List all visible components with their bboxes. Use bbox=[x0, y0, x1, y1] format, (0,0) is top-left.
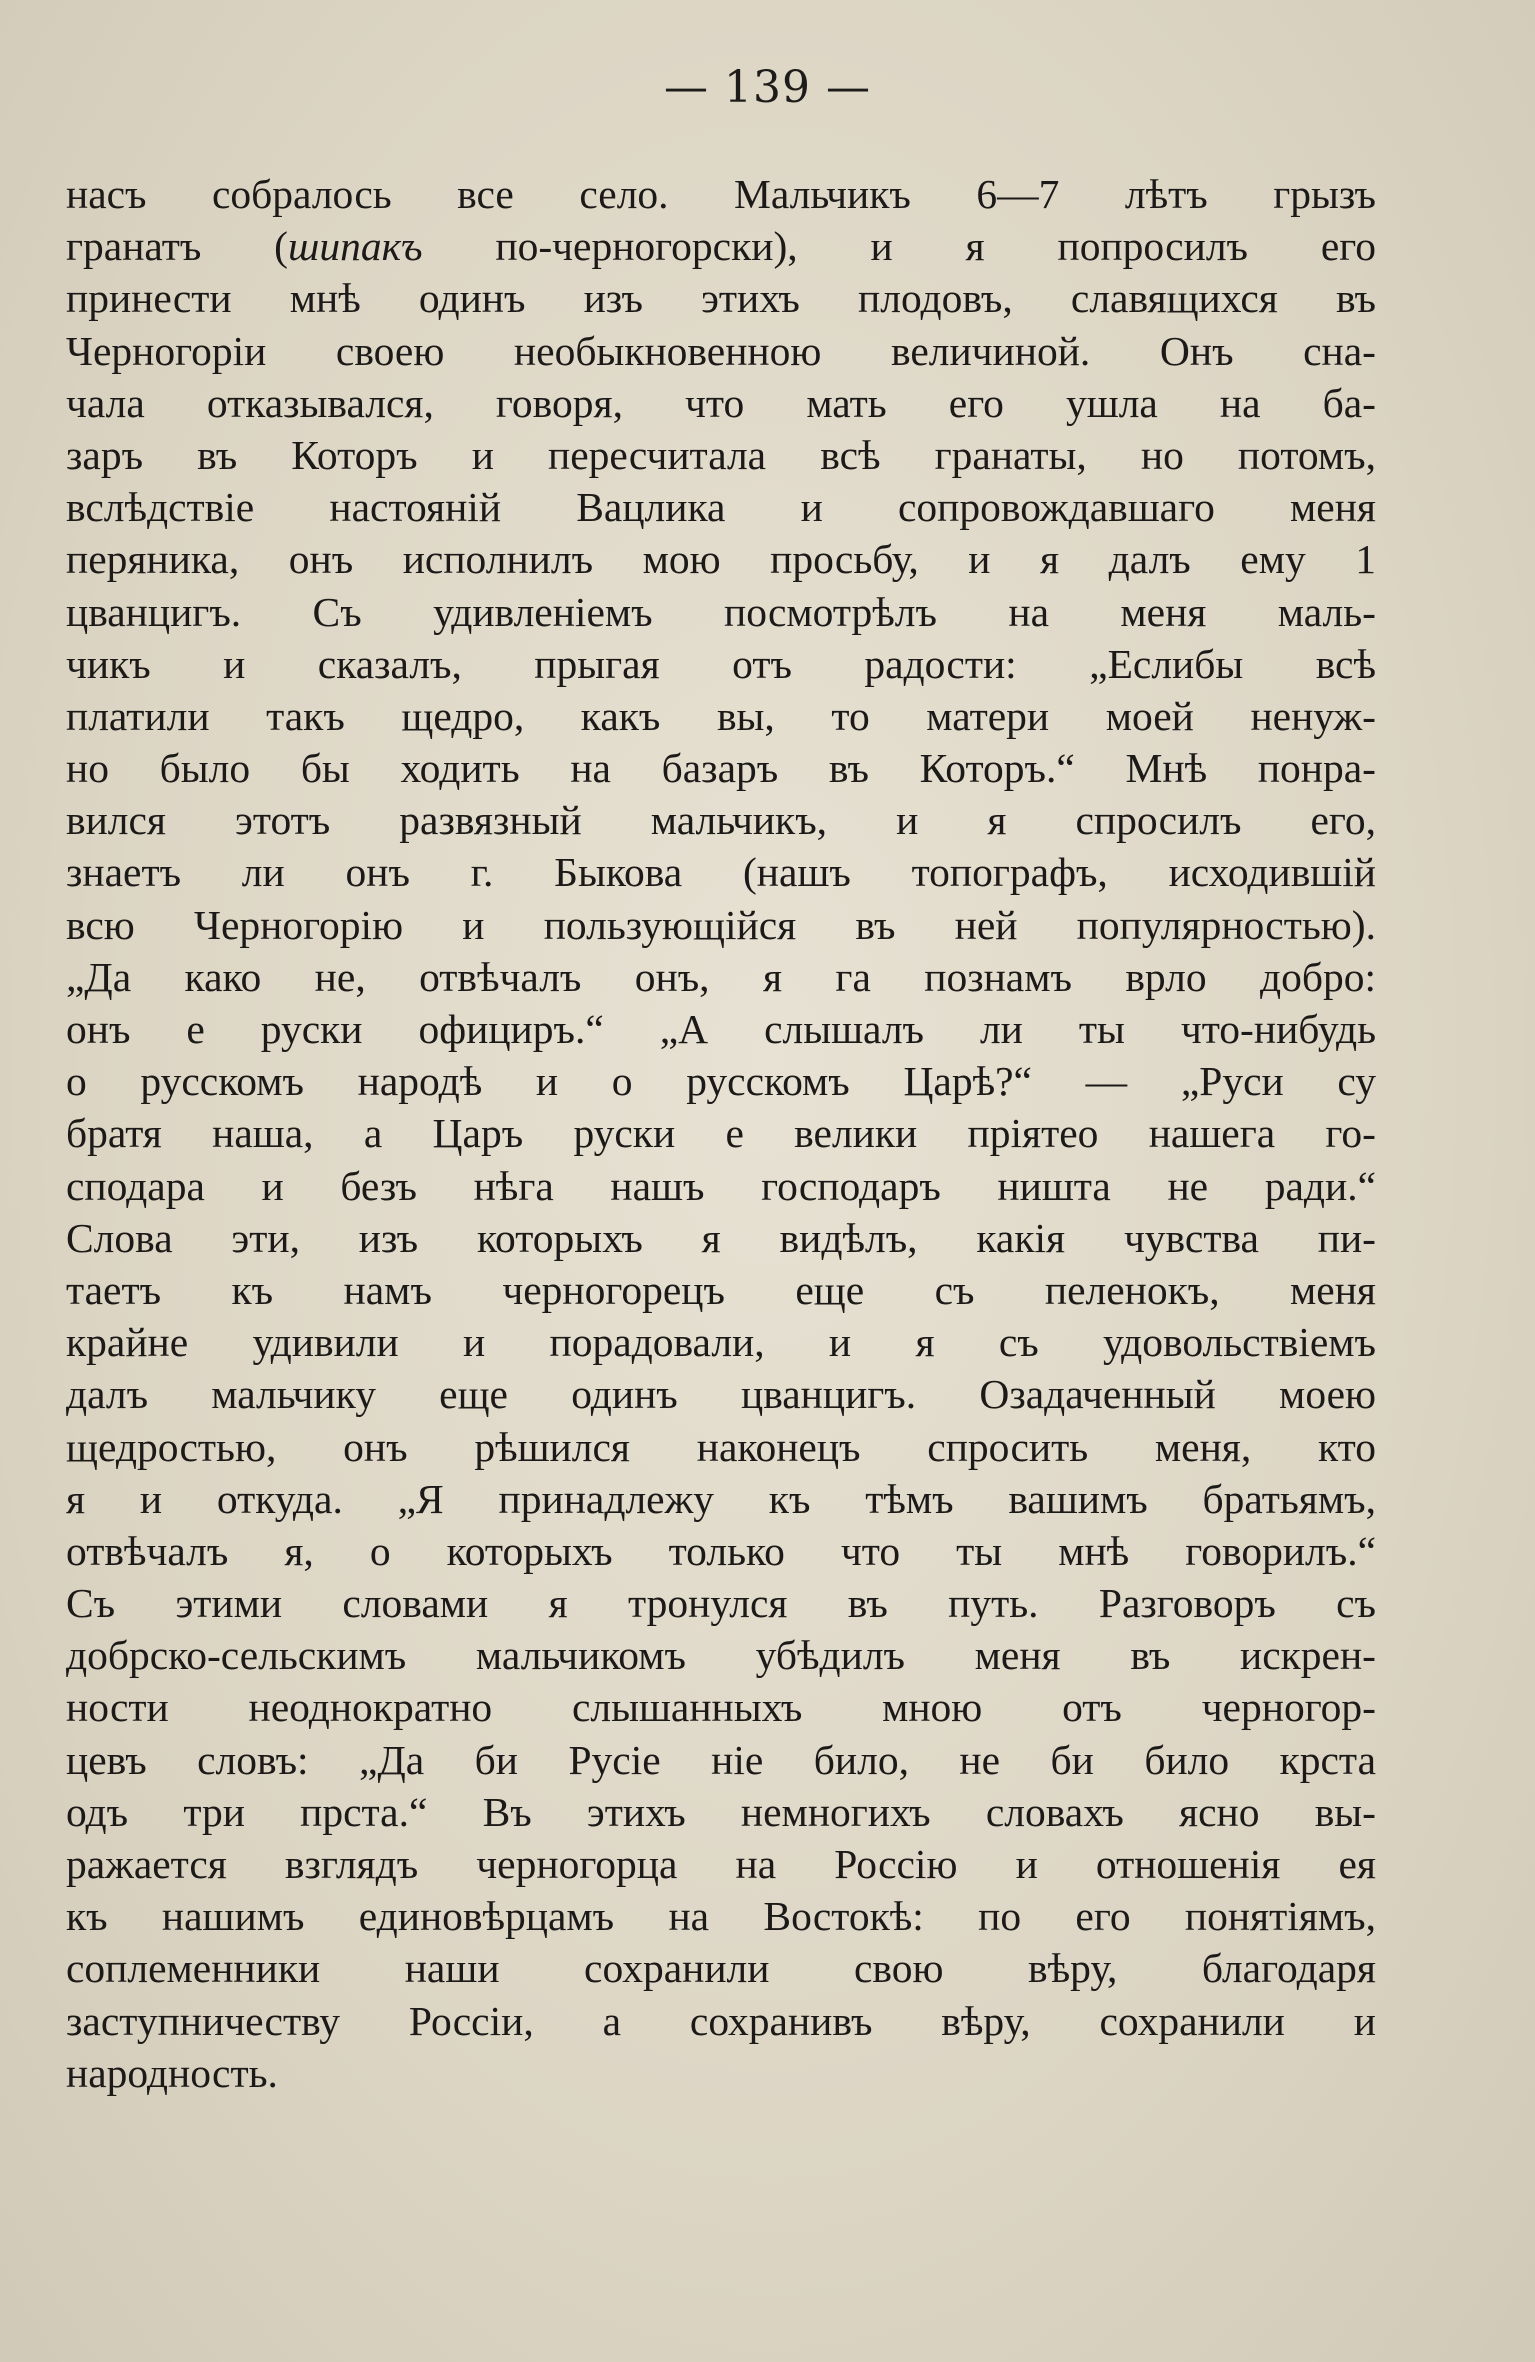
text-line-25: щедростью, онъ рѣшился наконецъ спросить меня, кто bbox=[66, 1423, 1376, 1470]
text-line-4: Черногоріи своею необыкновенною величиной. Онъ сна- bbox=[66, 327, 1376, 374]
text-line-37: народность. bbox=[66, 2049, 278, 2096]
text-line-32: одъ три прста.“ Въ этихъ немногихъ словахъ ясно вы- bbox=[66, 1788, 1376, 1835]
text-line-10: чикъ и сказалъ, прыгая отъ радости: „Еслибы всѣ bbox=[66, 640, 1376, 687]
text-line-24: далъ мальчику еще одинъ цванцигъ. Озадаченный моею bbox=[66, 1371, 1376, 1418]
text-line-12: но было бы ходить на базаръ въ Которъ.“ Мнѣ понра- bbox=[66, 745, 1376, 792]
text-line-29: добрско-сельскимъ мальчикомъ убѣдилъ меня въ искрен- bbox=[66, 1632, 1376, 1679]
text-line-18: о русскомъ народѣ и о русскомъ Царѣ?“ — „Руси су bbox=[66, 1058, 1376, 1105]
text-line-2-end: по-черногорски), и я попросилъ его bbox=[422, 223, 1376, 270]
text-line-19: братя наша, а Царъ руски е велики пріятео нашега го- bbox=[66, 1110, 1376, 1157]
text-line-20: сподара и безъ нѣга нашъ господаръ ништа не ради.“ bbox=[66, 1162, 1376, 1209]
italic-term-shipak: шипакъ bbox=[288, 223, 423, 270]
text-line-15: всю Черногорію и пользующійся въ ней популярностью). bbox=[66, 901, 1376, 948]
text-line-23: крайне удивили и порадовали, и я съ удовольствіемъ bbox=[66, 1319, 1376, 1366]
text-line-31: цевъ словъ: „Да би Русіе ніе било, не би било крста bbox=[66, 1736, 1376, 1783]
page-number: — 139 — bbox=[664, 62, 871, 113]
text-line-13: вился этотъ развязный мальчикъ, и я спросилъ его, bbox=[66, 797, 1376, 844]
text-line-22: таетъ къ намъ черногорецъ еще съ пеленокъ, меня bbox=[66, 1266, 1376, 1313]
text-line-1: насъ собралось все село. Мальчикъ 6—7 лѣтъ грызъ bbox=[66, 171, 1376, 217]
text-line-7: вслѣдствіе настояній Вацлика и сопровождавшаго меня bbox=[66, 484, 1376, 531]
text-line-26: я и откуда. „Я принадлежу къ тѣмъ вашимъ братьямъ, bbox=[66, 1475, 1376, 1522]
text-line-5: чала отказывался, говоря, что мать его ушла на ба- bbox=[66, 379, 1376, 426]
body-text bbox=[66, 168, 1376, 2099]
text-line-30: ности неоднократно слышанныхъ мною отъ черногор- bbox=[66, 1684, 1376, 1731]
text-line-33: ражается взглядъ черногорца на Россію и отношенія ея bbox=[66, 1841, 1376, 1887]
text-line-8: перяника, онъ исполнилъ мою просьбу, и я далъ ему 1 bbox=[66, 536, 1376, 583]
text-line-2-start: гранатъ ( bbox=[66, 223, 289, 270]
text-line-6: заръ въ Которъ и пересчитала всѣ гранаты, но потомъ, bbox=[66, 431, 1376, 478]
text-line-28: Съ этими словами я тронулся въ путь. Разговоръ съ bbox=[66, 1580, 1376, 1627]
text-line-14: знаетъ ли онъ г. Быкова (нашъ топографъ, исходившій bbox=[66, 849, 1376, 896]
text-line-21: Слова эти, изъ которыхъ я видѣлъ, какія чувства пи- bbox=[66, 1214, 1376, 1261]
text-line-27: отвѣчалъ я, о которыхъ только что ты мнѣ говорилъ.“ bbox=[66, 1527, 1376, 1574]
text-line-11: платили такъ щедро, какъ вы, то матери моей ненуж- bbox=[66, 692, 1376, 739]
text-line-35: соплеменники наши сохранили свою вѣру, благодаря bbox=[66, 1945, 1376, 1992]
text-line-16: „Да како не, отвѣчалъ онъ, я га познамъ врло добро: bbox=[66, 953, 1376, 1000]
text-line-17: онъ е руски официръ.“ „А слышалъ ли ты что-нибудь bbox=[66, 1006, 1376, 1052]
text-line-36: заступничеству Россіи, а сохранивъ вѣру, сохранили и bbox=[66, 1997, 1376, 2044]
text-line-34: къ нашимъ единовѣрцамъ на Востокѣ: по его понятіямъ, bbox=[66, 1893, 1376, 1940]
text-line-2 bbox=[66, 220, 1376, 272]
text-line-3: принести мнѣ одинъ изъ этихъ плодовъ, славящихся въ bbox=[66, 275, 1376, 322]
text-line-9: цванцигъ. Съ удивленіемъ посмотрѣлъ на меня маль- bbox=[66, 588, 1376, 635]
